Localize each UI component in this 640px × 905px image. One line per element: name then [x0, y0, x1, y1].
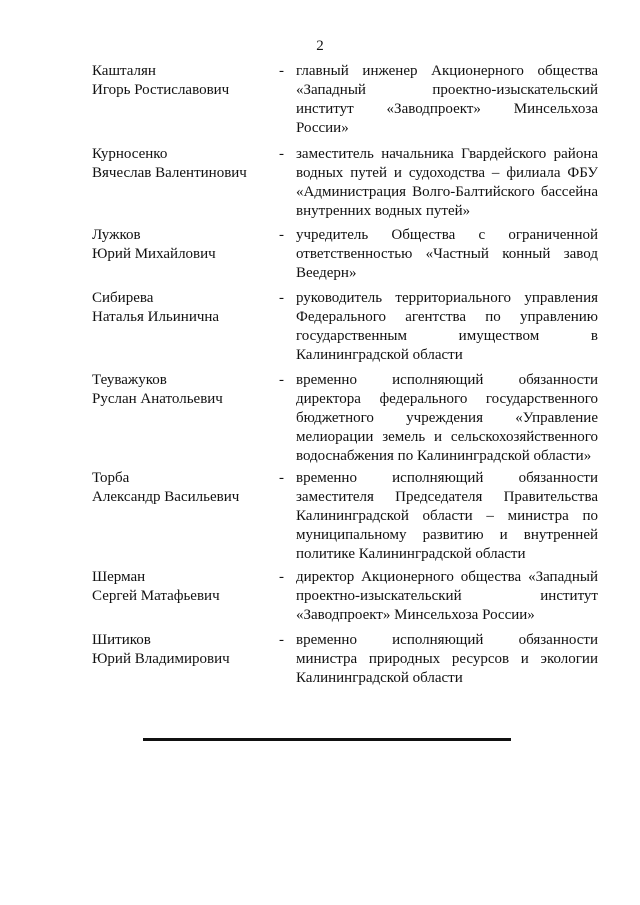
description-line: учредитель Общества с ограниченной: [296, 227, 598, 243]
description-line: внутренних водных путей»: [296, 203, 471, 219]
description-line: «Западный проектно-изыскательский: [296, 82, 598, 98]
given-names: Юрий Владимирович: [92, 651, 230, 667]
person-name: [92, 289, 282, 327]
given-names: Руслан Анатольевич: [92, 391, 223, 407]
surname: Теуважуков: [92, 372, 167, 388]
description-line: «Заводпроект» Минсельхоза России»: [296, 607, 535, 623]
person-name: [92, 469, 282, 507]
position-description: [296, 226, 598, 283]
description-line: бюджетного учреждения «Управление: [296, 410, 598, 426]
description-line: директора федерального государственного: [296, 391, 598, 407]
given-names: Вячеслав Валентинович: [92, 165, 247, 181]
position-description: [296, 289, 598, 365]
surname: Кашталян: [92, 63, 156, 79]
description-line: «Администрация Волго-Балтийского бассейна: [296, 184, 598, 200]
description-line: муниципальному развитию и внутренней: [296, 527, 598, 543]
surname: Торба: [92, 470, 130, 486]
description-line: Веедерн»: [296, 265, 357, 281]
description-line: институт «Заводпроект» Минсельхоза: [296, 101, 598, 117]
position-description: [296, 568, 598, 625]
description-line: временно исполняющий обязанности: [296, 372, 598, 388]
given-names: Александр Васильевич: [92, 489, 240, 505]
dash: -: [279, 569, 284, 585]
description-line: главный инженер Акционерного общества: [296, 63, 598, 79]
dash: -: [279, 63, 284, 79]
surname: Сибирева: [92, 290, 154, 306]
surname: Шерман: [92, 569, 146, 585]
description-line: Калининградской области: [296, 670, 463, 686]
position-description: [296, 469, 598, 564]
description-line: водных путей и судоходства – филиала ФБУ: [296, 165, 598, 181]
description-line: Калининградской области: [296, 347, 463, 363]
position-description: [296, 631, 598, 688]
description-line: Федерального агентства по управлению: [296, 309, 598, 325]
person-name: [92, 568, 282, 606]
description-line: политике Калининградской области: [296, 546, 526, 562]
position-description: [296, 371, 598, 466]
person-name: [92, 145, 282, 183]
position-description: [296, 62, 598, 138]
description-line: заместителя Председателя Правительства: [296, 489, 598, 505]
person-name: [92, 631, 282, 669]
description-line: проектно-изыскательский институт: [296, 588, 598, 604]
description-line: ответственностью «Частный конный завод: [296, 246, 598, 262]
dash: -: [279, 470, 284, 486]
description-line: государственным имуществом в: [296, 328, 598, 344]
description-line: заместитель начальника Гвардейского района: [296, 146, 598, 162]
surname: Шитиков: [92, 632, 151, 648]
given-names: Наталья Ильинична: [92, 309, 220, 325]
dash: -: [279, 632, 284, 648]
description-line: мелиорации земель и сельскохозяйственного: [296, 429, 598, 445]
person-name: [92, 371, 282, 409]
description-line: временно исполняющий обязанности: [296, 632, 598, 648]
closing-rule: [143, 738, 511, 741]
description-line: водоснабжения по Калининградской области»: [296, 448, 592, 464]
given-names: Игорь Ростиславович: [92, 82, 230, 98]
description-line: России»: [296, 120, 349, 136]
surname: Курносенко: [92, 146, 168, 162]
given-names: Юрий Михайлович: [92, 246, 216, 262]
position-description: [296, 145, 598, 221]
surname: Лужков: [92, 227, 141, 243]
person-name: [92, 62, 282, 100]
page-number: 2: [316, 38, 324, 54]
person-name: [92, 226, 282, 264]
dash: -: [279, 146, 284, 162]
description-line: министра природных ресурсов и экологии: [296, 651, 598, 667]
dash: -: [279, 290, 284, 306]
description-line: Калининградской области – министра по: [296, 508, 598, 524]
dash: -: [279, 372, 284, 388]
description-line: временно исполняющий обязанности: [296, 470, 598, 486]
given-names: Сергей Матафьевич: [92, 588, 220, 604]
description-line: директор Акционерного общества «Западный: [296, 569, 598, 585]
dash: -: [279, 227, 284, 243]
description-line: руководитель территориального управления: [296, 290, 598, 306]
